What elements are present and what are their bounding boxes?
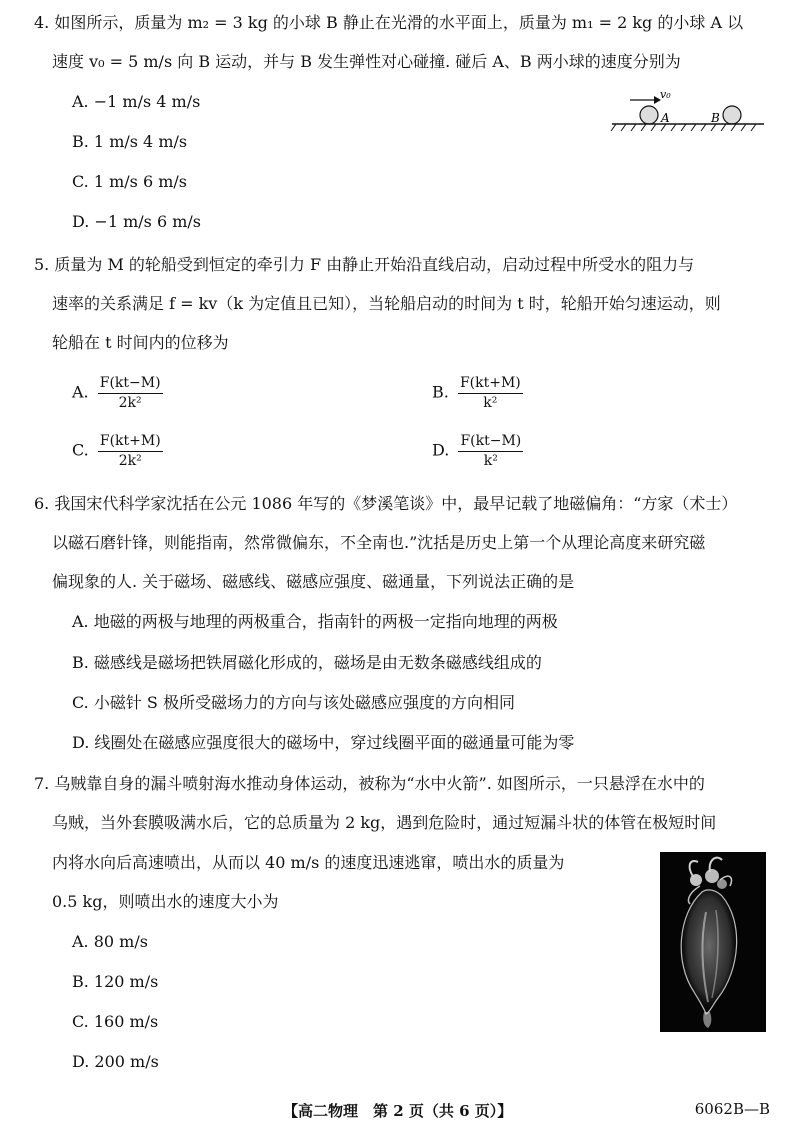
- squid-photo: [660, 852, 766, 1032]
- collision-figure: [608, 86, 768, 136]
- fraction-denominator: 2k²: [118, 395, 142, 411]
- velocity-label: v₀: [660, 88, 671, 101]
- footer-page-info: 【高二物理 第 2 页（共 6 页）】: [283, 1102, 513, 1120]
- q7-option-c: C. 160 m/s: [72, 1012, 159, 1031]
- q5-option-d: [432, 432, 523, 470]
- q6-stem-line1: 6. 我国宋代科学家沈括在公元 1086 年写的《梦溪笔谈》中，最早记载了地磁偏角：“方家（术士）: [34, 494, 738, 513]
- ball-b-label: B: [711, 111, 720, 125]
- fraction-numerator: F(kt+M): [98, 432, 163, 452]
- q6-option-c: C. 小磁针 S 极所受磁场力的方向与该处磁感应强度的方向相同: [72, 693, 515, 712]
- fraction-denominator: k²: [483, 453, 498, 469]
- option-fraction: [98, 374, 163, 412]
- q5-stem-line1: 5. 质量为 M 的轮船受到恒定的牵引力 F 由静止开始沿直线启动，启动过程中所受水的阻力与: [34, 255, 695, 274]
- option-label: D.: [432, 440, 450, 460]
- q6-stem-line3: 偏现象的人. 关于磁场、磁感线、磁感应强度、磁通量，下列说法正确的是: [52, 572, 575, 591]
- ball-a-label: A: [661, 111, 670, 125]
- q6-option-d: D. 线圈处在磁感应强度很大的磁场中，穿过线圈平面的磁通量可能为零: [72, 733, 575, 752]
- fraction-numerator: F(kt+M): [458, 374, 523, 394]
- q4-option-c: C. 1 m/s 6 m/s: [72, 172, 188, 191]
- q5-stem-line2: 速率的关系满足 f = kv（k 为定值且已知），当轮船启动的时间为 t 时，轮船开始匀速运动，则: [52, 294, 721, 313]
- option-label: B.: [432, 382, 449, 402]
- velocity-arrow: [630, 96, 661, 104]
- q7-stem-line4: 0.5 kg，则喷出水的速度大小为: [52, 892, 279, 911]
- ball-a: [640, 106, 658, 124]
- ground-hatching: [611, 124, 756, 131]
- q6-option-a: A. 地磁的两极与地理的两极重合，指南针的两极一定指向地理的两极: [72, 612, 558, 631]
- q7-option-a: A. 80 m/s: [72, 932, 148, 951]
- q6-option-b: B. 磁感线是磁场把铁屑磁化形成的，磁场是由无数条磁感线组成的: [72, 653, 542, 672]
- q7-option-b: B. 120 m/s: [72, 972, 159, 991]
- q5-option-c: [72, 432, 163, 470]
- q4-stem-line1: 4. 如图所示，质量为 m₂ = 3 kg 的小球 B 静止在光滑的水平面上，质量为 m₁ = 2 kg 的小球 A 以: [34, 13, 744, 32]
- q7-stem-line3: 内将水向后高速喷出，从而以 40 m/s 的速度迅速逃窜，喷出水的质量为: [52, 853, 565, 872]
- footer-code: 6062B—B: [694, 1100, 770, 1118]
- q5-stem-line3: 轮船在 t 时间内的位移为: [52, 333, 229, 352]
- q5-option-b: [432, 374, 523, 412]
- q7-stem-line2: 乌贼，当外套膜吸满水后，它的总质量为 2 kg，遇到危险时，通过短漏斗状的体管在极短时间: [52, 813, 717, 832]
- q7-option-d: D. 200 m/s: [72, 1052, 159, 1071]
- q4-option-d: D. −1 m/s 6 m/s: [72, 212, 201, 231]
- fraction-numerator: F(kt−M): [98, 374, 163, 394]
- q5-option-a: [72, 374, 163, 412]
- q4-option-a: A. −1 m/s 4 m/s: [72, 92, 201, 111]
- option-label: A.: [72, 382, 89, 402]
- fraction-numerator: F(kt−M): [458, 432, 523, 452]
- option-fraction: [458, 374, 523, 412]
- option-fraction: [458, 432, 523, 470]
- q4-stem-line2: 速度 v₀ = 5 m/s 向 B 运动，并与 B 发生弹性对心碰撞. 碰后 A、B 两小球的速度分别为: [52, 52, 681, 71]
- fraction-denominator: k²: [483, 395, 498, 411]
- option-fraction: [98, 432, 163, 470]
- option-label: C.: [72, 440, 89, 460]
- ball-b: [723, 106, 741, 124]
- fraction-denominator: 2k²: [118, 453, 142, 469]
- q4-option-b: B. 1 m/s 4 m/s: [72, 132, 188, 151]
- q7-stem-line1: 7. 乌贼靠自身的漏斗喷射海水推动身体运动，被称为“水中火箭”. 如图所示，一只悬浮在水中的: [34, 774, 705, 793]
- q6-stem-line2: 以磁石磨针锋，则能指南，然常微偏东，不全南也.”沈括是历史上第一个从理论高度来研究磁: [52, 533, 706, 552]
